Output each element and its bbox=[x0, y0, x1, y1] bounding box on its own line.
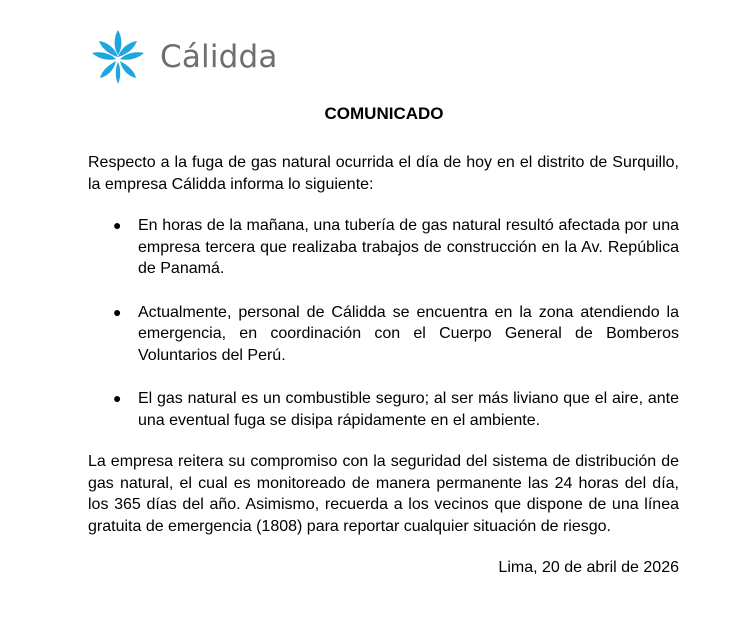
list-item-text: Actualmente, personal de Cálidda se encuentra en la zona atendiendo la emergencia, en coordinación con el Cuerpo General de Bomberos Voluntarios del Perú. bbox=[138, 303, 679, 364]
closing-paragraph: La empresa reitera su compromiso con la seguridad del sistema de distribución de gas natural, el cual es monitoreado de manera permanente las 24 horas del día, los 365 días del año. Asimismo, recuerda a los vecinos que dispone de una línea gratuita de emergencia (1808) para reportar cualquier situación de riesgo. bbox=[88, 453, 679, 535]
bullet-icon: ● bbox=[113, 217, 122, 233]
bullet-icon: ● bbox=[113, 390, 122, 406]
list-item-text: En horas de la mañana, una tubería de gas natural resultó afectada por una empresa tercera que realizaba trabajos de construcción en la Av. República de Panamá. bbox=[138, 217, 679, 277]
signature-date: Lima, 20 de abril de 2026 bbox=[498, 559, 679, 576]
document-title: COMUNICADO bbox=[324, 104, 444, 123]
company-logo bbox=[88, 28, 278, 86]
list-item-text: El gas natural es un combustible seguro; al ser más liviano que el aire, ante una eventual fuga se disipa rápidamente en el ambiente. bbox=[138, 390, 679, 429]
list-item bbox=[88, 388, 679, 431]
bullet-icon: ● bbox=[113, 303, 122, 320]
list-item bbox=[88, 302, 679, 367]
intro-paragraph: Respecto a la fuga de gas natural ocurrida el día de hoy en el distrito de Surquillo, la empresa Cálidda informa lo siguiente: bbox=[88, 154, 679, 193]
list-item bbox=[88, 215, 679, 280]
statement-list bbox=[88, 215, 679, 453]
calidda-flower-icon bbox=[88, 28, 148, 86]
logo-wordmark: Cálidda bbox=[160, 38, 278, 75]
